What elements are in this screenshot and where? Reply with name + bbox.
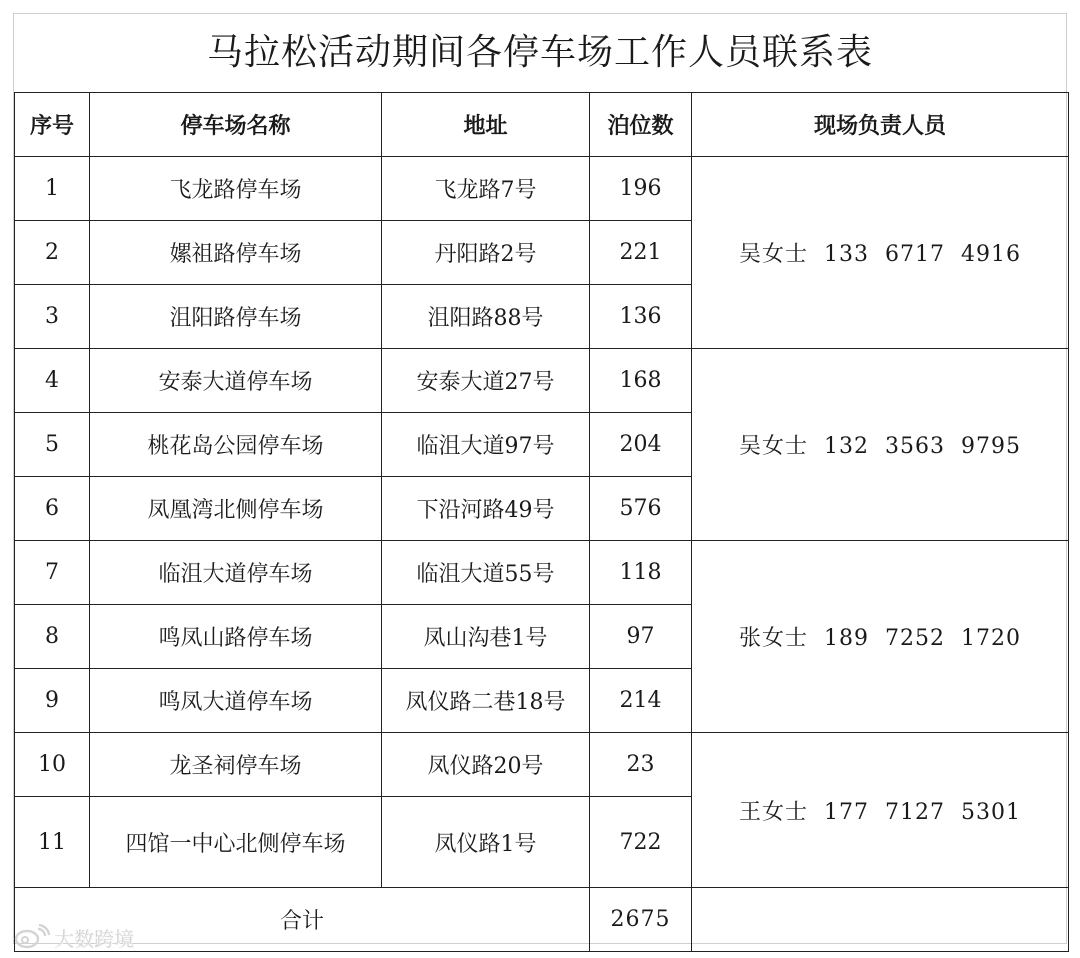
- row-address: 沮阳路88号: [382, 285, 590, 349]
- row-spaces: 196: [590, 157, 692, 221]
- row-spaces: 214: [590, 669, 692, 733]
- row-spaces: 204: [590, 413, 692, 477]
- row-index: 4: [15, 349, 90, 413]
- row-name: 临沮大道停车场: [90, 541, 382, 605]
- row-name: 桃花岛公园停车场: [90, 413, 382, 477]
- row-name: 沮阳路停车场: [90, 285, 382, 349]
- table-row: [15, 541, 1069, 605]
- row-index: 10: [15, 733, 90, 797]
- total-row: [15, 888, 1069, 952]
- header-address: 地址: [382, 93, 590, 157]
- header-contact: 现场负责人员: [692, 93, 1069, 157]
- header-row: [15, 93, 1069, 157]
- total-label: 合计: [15, 888, 590, 952]
- row-name: 四馆一中心北侧停车场: [90, 797, 382, 888]
- row-spaces: 722: [590, 797, 692, 888]
- row-name: 鸣凤大道停车场: [90, 669, 382, 733]
- row-name: 嫘祖路停车场: [90, 221, 382, 285]
- row-index: 7: [15, 541, 90, 605]
- row-index: 3: [15, 285, 90, 349]
- table-row: [15, 349, 1069, 413]
- contact-cell: 吴女士 132 3563 9795: [692, 349, 1069, 541]
- contact-sheet: [13, 13, 1067, 944]
- row-index: 11: [15, 797, 90, 888]
- row-name: 飞龙路停车场: [90, 157, 382, 221]
- watermark-text: 大数跨境: [54, 926, 134, 951]
- total-value: 2675: [590, 888, 692, 952]
- row-address: 凤仪路20号: [382, 733, 590, 797]
- contact-cell: 吴女士 133 6717 4916: [692, 157, 1069, 349]
- header-spaces: 泊位数: [590, 93, 692, 157]
- row-address: 凤山沟巷1号: [382, 605, 590, 669]
- row-spaces: 23: [590, 733, 692, 797]
- row-address: 临沮大道55号: [382, 541, 590, 605]
- row-address: 安泰大道27号: [382, 349, 590, 413]
- row-address: 凤仪路二巷18号: [382, 669, 590, 733]
- row-spaces: 221: [590, 221, 692, 285]
- row-index: 6: [15, 477, 90, 541]
- contact-cell: 王女士 177 7127 5301: [692, 733, 1069, 888]
- row-address: 临沮大道97号: [382, 413, 590, 477]
- row-address: 下沿河路49号: [382, 477, 590, 541]
- table-row: [15, 733, 1069, 797]
- table-row: [15, 157, 1069, 221]
- row-name: 安泰大道停车场: [90, 349, 382, 413]
- row-spaces: 576: [590, 477, 692, 541]
- row-index: 9: [15, 669, 90, 733]
- row-index: 5: [15, 413, 90, 477]
- row-spaces: 118: [590, 541, 692, 605]
- row-address: 凤仪路1号: [382, 797, 590, 888]
- row-spaces: 136: [590, 285, 692, 349]
- row-index: 8: [15, 605, 90, 669]
- header-index: 序号: [15, 93, 90, 157]
- contact-cell: 张女士 189 7252 1720: [692, 541, 1069, 733]
- row-name: 鸣凤山路停车场: [90, 605, 382, 669]
- header-name: 停车场名称: [90, 93, 382, 157]
- row-name: 凤凰湾北侧停车场: [90, 477, 382, 541]
- row-index: 2: [15, 221, 90, 285]
- row-name: 龙圣祠停车场: [90, 733, 382, 797]
- row-index: 1: [15, 157, 90, 221]
- row-spaces: 168: [590, 349, 692, 413]
- row-address: 飞龙路7号: [382, 157, 590, 221]
- total-contact-empty: [692, 888, 1069, 952]
- row-address: 丹阳路2号: [382, 221, 590, 285]
- row-spaces: 97: [590, 605, 692, 669]
- table-title: 马拉松活动期间各停车场工作人员联系表: [206, 32, 873, 73]
- parking-contact-table: [14, 92, 1069, 952]
